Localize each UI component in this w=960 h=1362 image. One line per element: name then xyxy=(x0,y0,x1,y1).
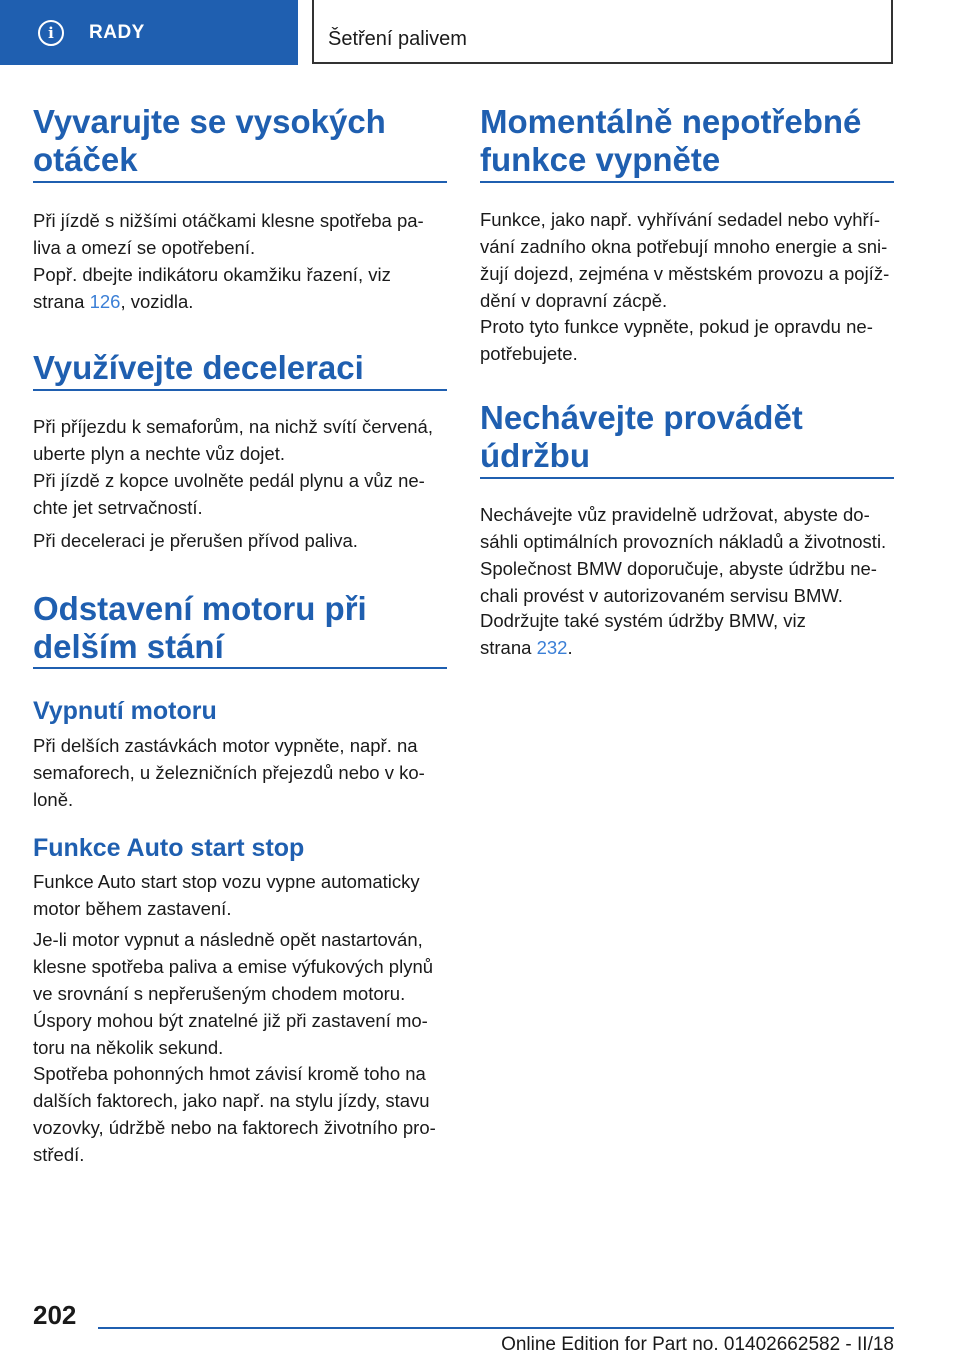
paragraph: Nechávejte vůz pravidelně udržovat, abyste do‐ sáhli optimálních provozních nákladů a životnosti. Společnost BMW doporučuje, abyste údržbu ne‐ chali provést v autorizovaném servisu BMW. xyxy=(480,504,887,606)
paragraph: Je-li motor vypnut a následně opět nastartován, klesne spotřeba paliva a emise výfukových plynů ve srovnání s nepřerušeným chodem motoru. Úspory mohou být znatelné již při zastavení mo‐ toru na několik sekund. xyxy=(33,929,434,1058)
heading-rule xyxy=(480,181,894,183)
paragraph: Funkce, jako např. vyhřívání sedadel nebo vyhří‐ vání zadního okna potřebují mnoho energie a sni‐ žují dojezd, zejména v městském provozu a pojíž‐ dění v dopravní zácpě. xyxy=(480,209,890,311)
paragraph: Popř. dbejte indikátoru okamžiku řazení, viz strana 126, vozidla. xyxy=(33,264,391,312)
paragraph: Při jízdě s nižšími otáčkami klesne spotřeba pa‐ liva a omezí se opotřebení. xyxy=(33,210,424,258)
info-icon: i xyxy=(38,20,64,46)
paragraph: Spotřeba pohonných hmot závisí kromě toho na dalších faktorech, jako např. na stylu jízdy, stavu vozovky, údržbě nebo na faktorech životního pro‐ středí. xyxy=(33,1063,436,1165)
footer-edition: Online Edition for Part no. 01402662582 - II/18 xyxy=(501,1334,894,1355)
heading-rule xyxy=(33,667,447,669)
header-title-box xyxy=(312,0,893,64)
subheading-engine-off: Vypnutí motoru xyxy=(33,697,217,725)
heading-maintenance: Nechávejte provádět údržbu xyxy=(480,399,803,474)
page-link-126[interactable]: 126 xyxy=(89,291,121,312)
heading-rule xyxy=(33,181,447,183)
paragraph: Při jízdě z kopce uvolněte pedál plynu a vůz ne‐ chte jet setrvačností. xyxy=(33,470,425,518)
paragraph: Proto tyto funkce vypněte, pokud je opravdu ne‐ potřebujete. xyxy=(480,316,873,364)
heading-rule xyxy=(33,389,447,391)
heading-use-deceleration: Využívejte deceleraci xyxy=(33,349,364,386)
subheading-auto-start-stop: Funkce Auto start stop xyxy=(33,834,305,862)
page-number: 202 xyxy=(33,1300,77,1330)
paragraph: Při příjezdu k semaforům, na nichž svítí červená, uberte plyn a nechte vůz dojet. xyxy=(33,416,433,464)
page-link-232[interactable]: 232 xyxy=(536,637,568,658)
header-tab-label: RADY xyxy=(89,21,145,43)
heading-turn-off-functions: Momentálně nepotřebné funkce vypněte xyxy=(480,103,862,178)
footer-rule xyxy=(98,1327,894,1329)
paragraph: Při deceleraci je přerušen přívod paliva. xyxy=(33,530,358,551)
heading-rule xyxy=(480,477,894,479)
paragraph: Funkce Auto start stop vozu vypne automaticky motor během zastavení. xyxy=(33,871,420,919)
heading-avoid-high-rpm: Vyvarujte se vysokých otáček xyxy=(33,103,386,178)
heading-engine-off-long-stops: Odstavení motoru při delším stání xyxy=(33,590,367,665)
paragraph: Dodržujte také systém údržby BMW, viz strana 232. xyxy=(480,610,806,658)
section-title: Šetření palivem xyxy=(328,28,467,50)
paragraph: Při delších zastávkách motor vypněte, např. na semaforech, u železničních přejezdů nebo v ko‐ loně. xyxy=(33,735,425,810)
header-tab xyxy=(0,0,298,65)
